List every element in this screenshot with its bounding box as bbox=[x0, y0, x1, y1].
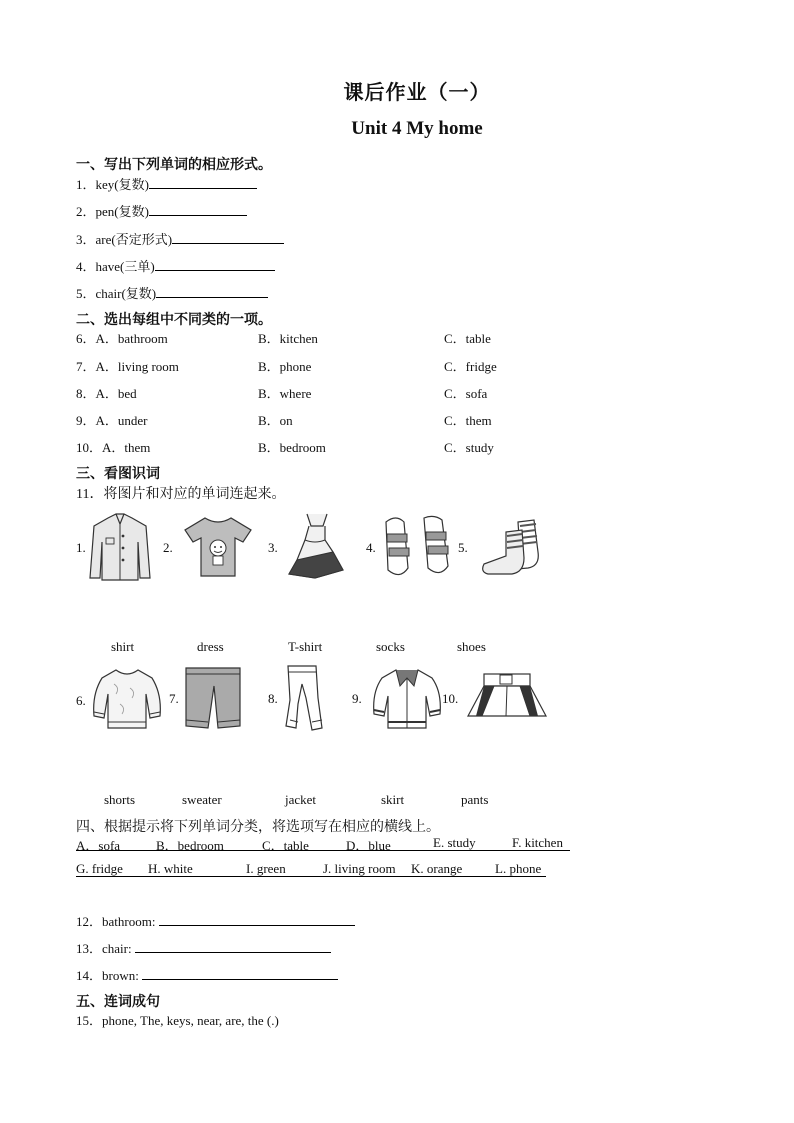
option-j: J. living room bbox=[323, 861, 396, 876]
section4-heading: 四、根据提示将下列单词分类，将选项写在相应的横线上。 bbox=[76, 820, 440, 835]
socks-icon[interactable] bbox=[478, 518, 552, 576]
option-k: K. orange bbox=[411, 861, 463, 876]
skirt-icon[interactable] bbox=[464, 672, 550, 722]
word-label: shirt bbox=[111, 639, 135, 654]
word-label: dress bbox=[197, 639, 224, 654]
question-11: 11．将图片和对应的单词连起来。 bbox=[76, 487, 286, 502]
question-13: 13．chair: bbox=[76, 938, 331, 957]
question-15: 15．phone, The, keys, near, are, the (.) bbox=[76, 1013, 279, 1028]
q6-option-c: C．table bbox=[444, 331, 491, 346]
q9-option-b: B．on bbox=[258, 413, 293, 428]
pants-icon[interactable] bbox=[282, 664, 330, 732]
option-c: C．table bbox=[262, 838, 309, 853]
question-3: 3．are(否定形式) bbox=[76, 229, 284, 248]
option-f: F. kitchen bbox=[512, 835, 563, 850]
q6-option-a: 6．A．bathroom bbox=[76, 331, 168, 346]
tshirt-icon[interactable] bbox=[183, 514, 253, 578]
answer-blank[interactable] bbox=[149, 176, 257, 189]
section5-heading: 五、连词成句 bbox=[76, 995, 160, 1010]
q9-option-c: C．them bbox=[444, 413, 492, 428]
picture-number: 8. bbox=[268, 691, 278, 706]
q7-option-b: B．phone bbox=[258, 359, 312, 374]
q10-option-b: B．bedroom bbox=[258, 440, 326, 455]
sandals-icon[interactable] bbox=[378, 514, 454, 580]
answer-blank[interactable] bbox=[155, 258, 275, 271]
word-label: shoes bbox=[457, 639, 486, 654]
picture-number: 7. bbox=[169, 691, 179, 706]
answer-blank[interactable] bbox=[149, 203, 247, 216]
option-h: H. white bbox=[148, 861, 193, 876]
q8-option-b: B．where bbox=[258, 386, 312, 401]
word-label: socks bbox=[376, 639, 405, 654]
option-e: E. study bbox=[433, 835, 476, 850]
q7-option-a: 7．A．living room bbox=[76, 359, 179, 374]
answer-blank[interactable] bbox=[172, 231, 284, 244]
question-5: 5．chair(复数) bbox=[76, 283, 268, 302]
q8-option-a: 8．A．bed bbox=[76, 386, 137, 401]
option-d: D．blue bbox=[346, 838, 391, 853]
jacket-icon[interactable] bbox=[370, 666, 444, 732]
q10-option-a: 10．A．them bbox=[76, 440, 151, 455]
page-title: 课后作业（一） bbox=[343, 82, 491, 104]
option-l: L. phone bbox=[495, 861, 542, 876]
answer-blank[interactable] bbox=[142, 967, 338, 980]
question-14: 14．brown: bbox=[76, 965, 338, 984]
q7-option-c: C．fridge bbox=[444, 359, 497, 374]
option-g: G. fridge bbox=[76, 861, 123, 876]
q9-option-a: 9．A．under bbox=[76, 413, 148, 428]
word-label: T-shirt bbox=[288, 639, 323, 654]
picture-number: 4. bbox=[366, 540, 376, 555]
picture-number: 5. bbox=[458, 540, 468, 555]
answer-blank[interactable] bbox=[135, 940, 331, 953]
options-line-2 bbox=[76, 861, 546, 877]
option-a: A．sofa bbox=[76, 838, 121, 853]
word-label: shorts bbox=[104, 792, 136, 807]
word-label: sweater bbox=[182, 792, 222, 807]
picture-number: 6. bbox=[76, 693, 86, 708]
coat-icon[interactable] bbox=[88, 512, 152, 582]
question-12: 12．bathroom: bbox=[76, 911, 355, 930]
q6-option-b: B．kitchen bbox=[258, 331, 318, 346]
dress-icon[interactable] bbox=[285, 512, 349, 580]
picture-number: 10. bbox=[442, 691, 459, 706]
section1-heading: 一、写出下列单词的相应形式。 bbox=[76, 158, 272, 173]
word-label: pants bbox=[461, 792, 489, 807]
question-1: 1．key(复数) bbox=[76, 174, 257, 193]
option-i: I. green bbox=[246, 861, 286, 876]
unit-title: Unit 4 My home bbox=[351, 118, 483, 139]
picture-number: 9. bbox=[352, 691, 362, 706]
sweater-icon[interactable] bbox=[90, 664, 164, 732]
shorts-icon[interactable] bbox=[184, 666, 242, 732]
question-2: 2．pen(复数) bbox=[76, 201, 247, 220]
picture-number: 2. bbox=[163, 540, 173, 555]
question-4: 4．have(三单) bbox=[76, 256, 275, 275]
word-label: skirt bbox=[381, 792, 405, 807]
picture-number: 1. bbox=[76, 540, 86, 555]
answer-blank[interactable] bbox=[156, 285, 268, 298]
answer-blank[interactable] bbox=[159, 913, 355, 926]
picture-number: 3. bbox=[268, 540, 278, 555]
option-b: B．bedroom bbox=[156, 838, 224, 853]
word-label: jacket bbox=[285, 792, 317, 807]
q8-option-c: C．sofa bbox=[444, 386, 488, 401]
options-line-1 bbox=[76, 835, 570, 851]
section3-heading: 三、看图识词 bbox=[76, 467, 160, 482]
section2-heading: 二、选出每组中不同类的一项。 bbox=[76, 313, 272, 328]
q10-option-c: C．study bbox=[444, 440, 494, 455]
